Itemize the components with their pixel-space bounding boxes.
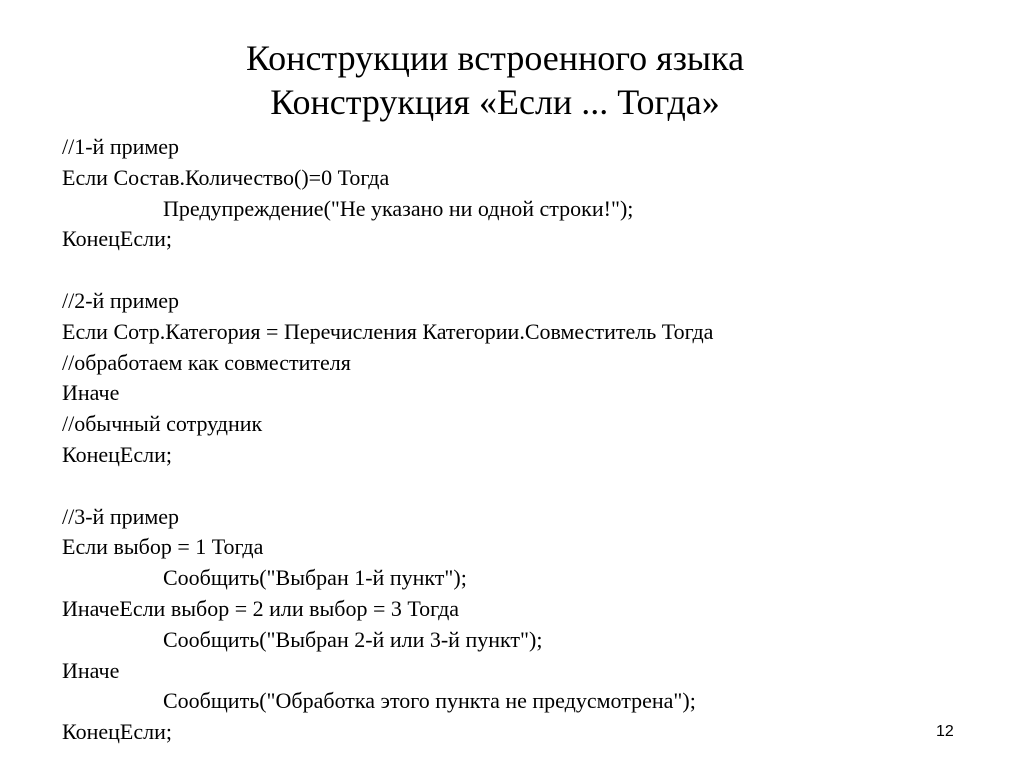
code-line: Сообщить("Выбран 2-й или 3-й пункт"); bbox=[163, 626, 543, 652]
code-listing bbox=[62, 132, 713, 748]
code-line: //3-й пример bbox=[62, 503, 180, 529]
slide-title bbox=[0, 36, 990, 124]
code-line bbox=[62, 255, 713, 286]
code-line: Сообщить("Выбран 1-й пункт"); bbox=[163, 565, 467, 591]
page-number: 12 bbox=[936, 723, 954, 740]
code-line: Сообщить("Обработка этого пункта не предусмотрена"); bbox=[163, 688, 696, 714]
code-line: Предупреждение("Не указано ни одной строки!"); bbox=[163, 195, 634, 221]
code-line: Если Состав.Количество()=0 Тогда bbox=[62, 164, 390, 190]
code-line: Если Сотр.Категория = Перечисления Категории.Совместитель Тогда bbox=[62, 318, 714, 344]
code-line: КонецЕсли; bbox=[62, 441, 172, 467]
code-line: //обработаем как совместителя bbox=[62, 349, 351, 375]
code-line: Иначе bbox=[62, 380, 120, 406]
slide-title-line-1: Конструкции встроенного языка bbox=[245, 38, 745, 78]
code-line: //1-й пример bbox=[62, 134, 180, 159]
code-line: Иначе bbox=[62, 657, 120, 683]
code-line: //2-й пример bbox=[62, 287, 180, 313]
slide-title-line-2: Конструкция «Если ... Тогда» bbox=[270, 82, 720, 122]
code-line: Если выбор = 1 Тогда bbox=[62, 534, 264, 560]
code-line: КонецЕсли; bbox=[62, 719, 172, 745]
code-line: //обычный сотрудник bbox=[62, 411, 263, 437]
code-line: ИначеЕсли выбор = 2 или выбор = 3 Тогда bbox=[62, 595, 460, 621]
code-line: КонецЕсли; bbox=[62, 226, 172, 252]
code-line bbox=[62, 471, 713, 502]
